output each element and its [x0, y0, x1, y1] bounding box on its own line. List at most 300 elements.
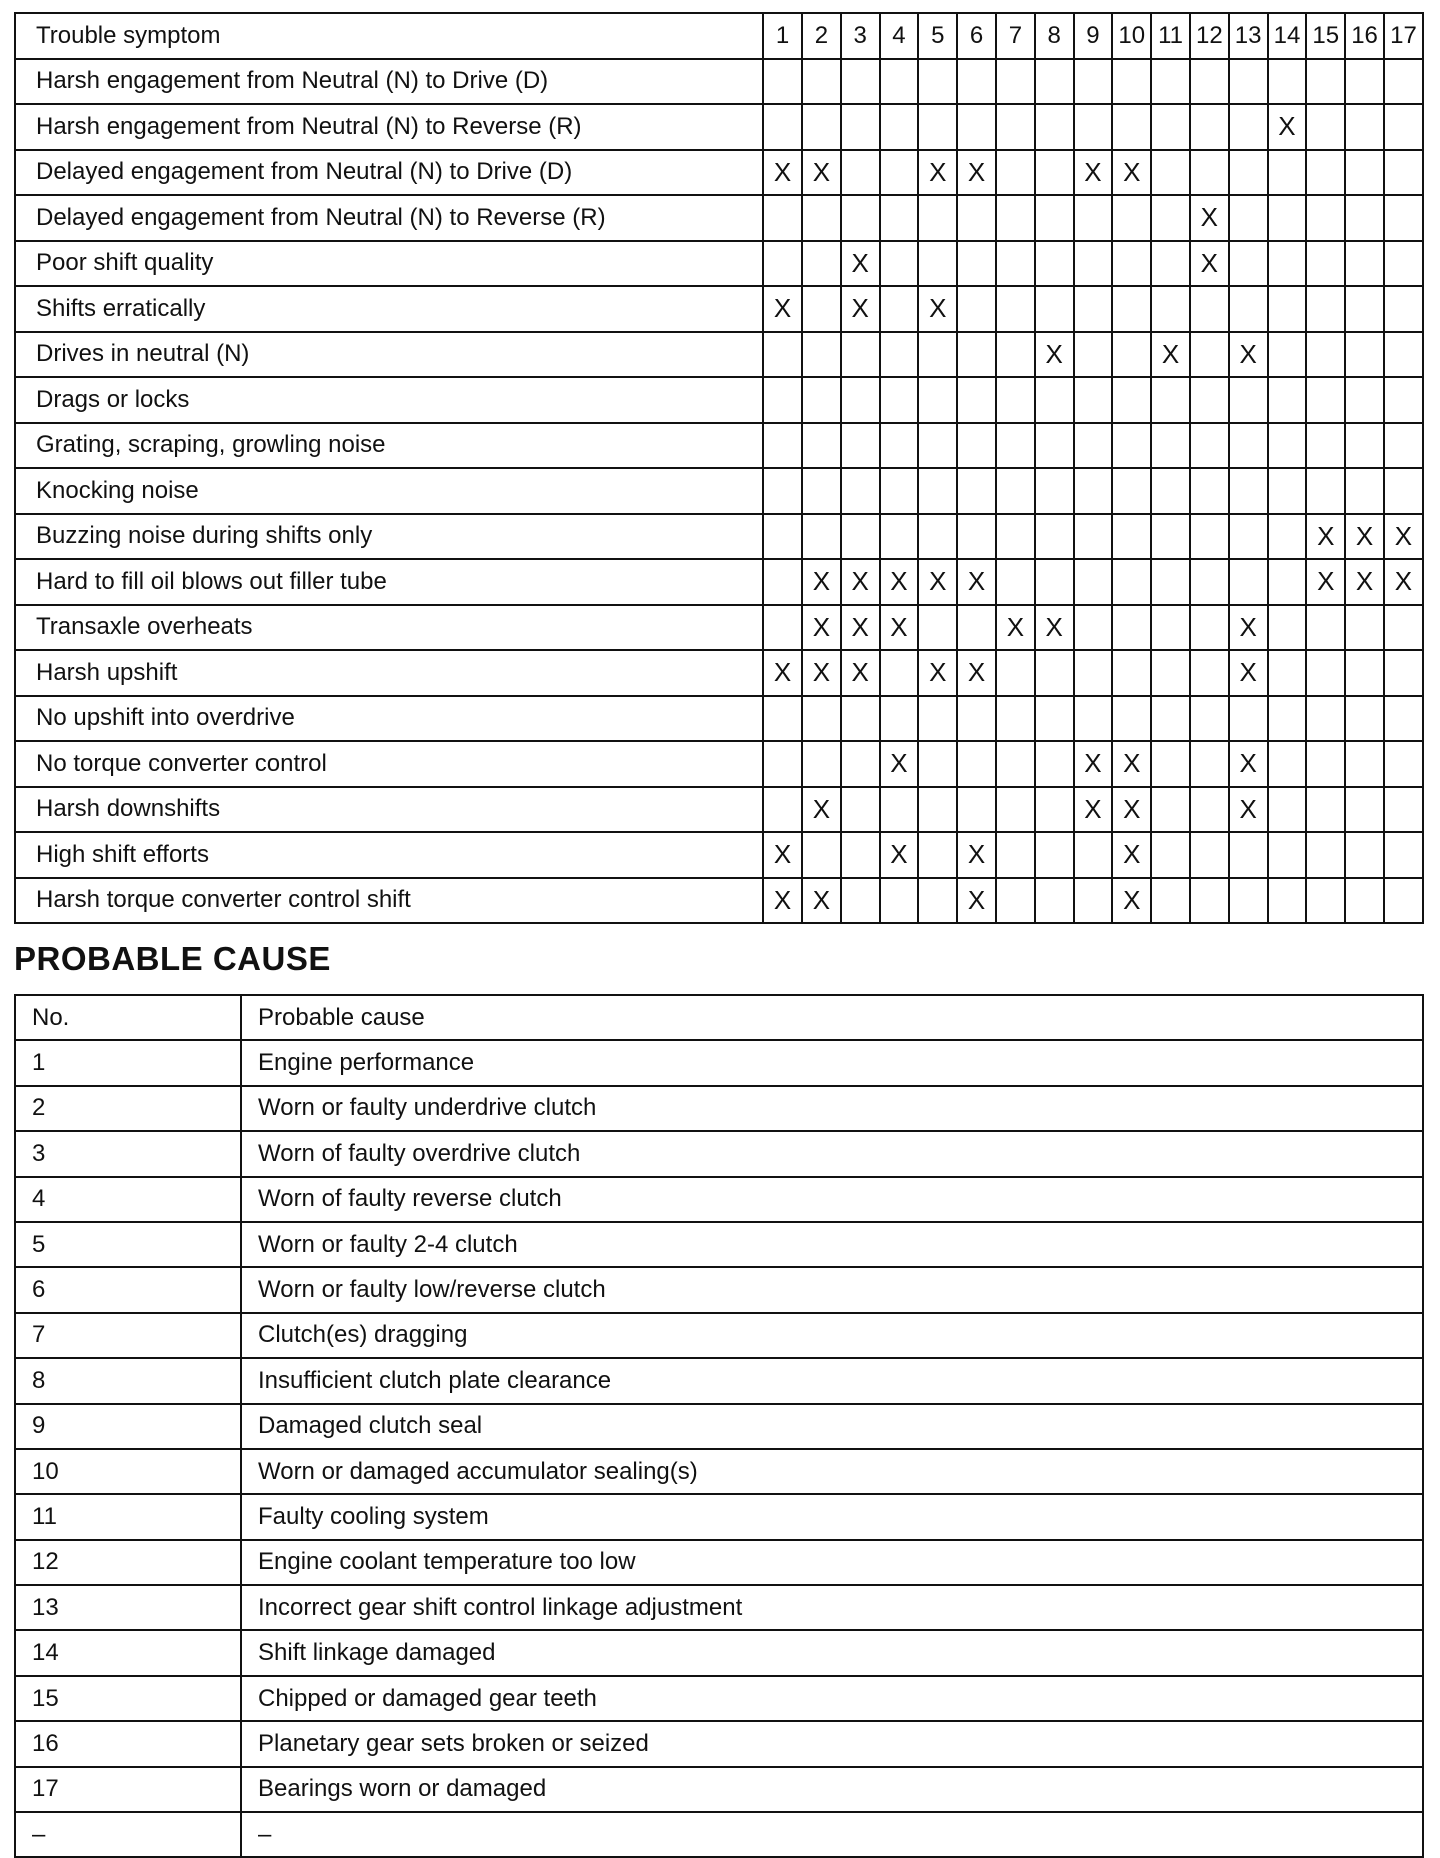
- symptom-cause-cell: X: [1112, 878, 1151, 924]
- symptom-cause-cell: [1112, 423, 1151, 469]
- symptom-cause-cell: [1112, 377, 1151, 423]
- symptom-cause-cell: [1035, 286, 1074, 332]
- symptom-cause-cell: [996, 878, 1035, 924]
- symptom-label: Delayed engagement from Neutral (N) to Reverse (R): [15, 195, 763, 241]
- symptom-cause-cell: [1306, 741, 1345, 787]
- symptom-cause-cell: [1190, 514, 1229, 560]
- probable-cause-row: [15, 1812, 1423, 1857]
- symptom-cause-cell: [1268, 286, 1307, 332]
- symptom-cause-cell: [1035, 195, 1074, 241]
- symptom-cause-cell: X: [841, 559, 880, 605]
- symptom-cause-cell: [1190, 332, 1229, 378]
- symptom-cause-cell: [1151, 650, 1190, 696]
- symptom-cause-cell: X: [957, 559, 996, 605]
- symptom-cause-cell: [1035, 696, 1074, 742]
- cause-number: 15: [15, 1676, 241, 1721]
- symptom-cause-cell: [1306, 332, 1345, 378]
- symptom-cause-cell: [1074, 832, 1113, 878]
- cause-column-header: 13: [1229, 13, 1268, 59]
- symptom-row: [15, 741, 1423, 787]
- symptom-cause-cell: X: [957, 832, 996, 878]
- probable-cause-row: [15, 1267, 1423, 1312]
- symptom-cause-cell: X: [1306, 559, 1345, 605]
- symptom-cause-cell: [1345, 787, 1384, 833]
- symptom-cause-cell: [1074, 423, 1113, 469]
- cause-description: Shift linkage damaged: [241, 1630, 1423, 1675]
- symptom-cause-cell: [1384, 59, 1423, 105]
- probable-cause-row: [15, 1222, 1423, 1267]
- symptom-label: High shift efforts: [15, 832, 763, 878]
- symptom-cause-cell: [1074, 104, 1113, 150]
- symptom-cause-cell: [802, 104, 841, 150]
- symptom-label: Delayed engagement from Neutral (N) to Drive (D): [15, 150, 763, 196]
- symptom-cause-cell: [1306, 423, 1345, 469]
- symptom-cause-cell: X: [841, 241, 880, 287]
- symptom-cause-cell: [1190, 423, 1229, 469]
- probable-cause-row: [15, 1630, 1423, 1675]
- symptom-cause-cell: [1268, 332, 1307, 378]
- symptom-cause-cell: [1074, 878, 1113, 924]
- symptom-cause-cell: [802, 514, 841, 560]
- symptom-label: Knocking noise: [15, 468, 763, 514]
- symptom-cause-cell: [1035, 104, 1074, 150]
- symptom-cause-cell: [763, 195, 802, 241]
- symptom-cause-cell: X: [880, 559, 919, 605]
- symptom-cause-cell: [841, 195, 880, 241]
- symptom-cause-cell: [1345, 650, 1384, 696]
- cause-number: 13: [15, 1585, 241, 1630]
- cause-column-header: 1: [763, 13, 802, 59]
- symptom-cause-cell: X: [763, 150, 802, 196]
- symptom-cause-cell: [802, 241, 841, 287]
- symptom-cause-cell: [1112, 605, 1151, 651]
- symptom-cause-cell: [918, 787, 957, 833]
- symptom-cause-cell: [841, 468, 880, 514]
- symptom-cause-cell: X: [841, 650, 880, 696]
- cause-description: Worn of faulty overdrive clutch: [241, 1131, 1423, 1176]
- symptom-cause-cell: [1112, 514, 1151, 560]
- symptom-cause-cell: [1384, 741, 1423, 787]
- symptom-cause-cell: [1112, 59, 1151, 105]
- symptom-cause-cell: [1190, 741, 1229, 787]
- symptom-cause-cell: [1074, 332, 1113, 378]
- symptom-cause-cell: [996, 559, 1035, 605]
- symptom-cause-cell: [880, 878, 919, 924]
- symptom-cause-cell: [1384, 787, 1423, 833]
- symptom-cause-cell: [1345, 241, 1384, 287]
- symptom-cause-cell: [1345, 696, 1384, 742]
- symptom-cause-cell: [1268, 468, 1307, 514]
- cause-description: Planetary gear sets broken or seized: [241, 1721, 1423, 1766]
- cause-description: Incorrect gear shift control linkage adjustment: [241, 1585, 1423, 1630]
- symptom-cause-cell: [1151, 150, 1190, 196]
- symptom-row: [15, 878, 1423, 924]
- symptom-cause-cell: [1384, 241, 1423, 287]
- probable-cause-row: [15, 1767, 1423, 1812]
- symptom-label: Shifts erratically: [15, 286, 763, 332]
- symptom-cause-cell: [763, 696, 802, 742]
- symptom-label: No upshift into overdrive: [15, 696, 763, 742]
- symptom-cause-cell: [957, 468, 996, 514]
- symptom-cause-cell: [802, 286, 841, 332]
- symptom-cause-cell: [763, 514, 802, 560]
- symptom-cause-cell: X: [1035, 332, 1074, 378]
- symptom-label: Grating, scraping, growling noise: [15, 423, 763, 469]
- symptom-cause-cell: [802, 332, 841, 378]
- symptom-cause-cell: [802, 195, 841, 241]
- probable-cause-row: [15, 1721, 1423, 1766]
- symptom-cause-cell: [841, 514, 880, 560]
- symptom-cause-cell: [1190, 150, 1229, 196]
- symptom-cause-cell: [1345, 332, 1384, 378]
- symptom-cause-cell: [880, 104, 919, 150]
- symptom-cause-cell: X: [763, 878, 802, 924]
- symptom-cause-cell: [1268, 59, 1307, 105]
- symptom-cause-cell: X: [996, 605, 1035, 651]
- symptom-cause-cell: [1306, 650, 1345, 696]
- cause-number: 4: [15, 1177, 241, 1222]
- symptom-cause-cell: [1190, 878, 1229, 924]
- symptom-cause-cell: [1384, 696, 1423, 742]
- trouble-symptom-header: Trouble symptom: [15, 13, 763, 59]
- symptom-cause-cell: [1074, 377, 1113, 423]
- symptom-cause-cell: [1190, 286, 1229, 332]
- symptom-cause-cell: [996, 195, 1035, 241]
- symptom-row: [15, 514, 1423, 560]
- symptom-cause-cell: [1035, 468, 1074, 514]
- symptom-cause-cell: [1268, 150, 1307, 196]
- symptom-cause-cell: [1112, 241, 1151, 287]
- symptom-label: Harsh downshifts: [15, 787, 763, 833]
- cause-number: 2: [15, 1086, 241, 1131]
- symptom-cause-cell: X: [918, 286, 957, 332]
- symptom-cause-cell: [957, 787, 996, 833]
- symptom-row: [15, 696, 1423, 742]
- symptom-row: [15, 241, 1423, 287]
- symptom-cause-cell: [1229, 104, 1268, 150]
- symptom-cause-cell: [996, 377, 1035, 423]
- symptom-cause-cell: X: [918, 650, 957, 696]
- symptom-cause-cell: [1384, 104, 1423, 150]
- symptom-cause-cell: X: [1151, 332, 1190, 378]
- symptom-cause-cell: [1151, 696, 1190, 742]
- symptom-cause-cell: [802, 696, 841, 742]
- symptom-cause-cell: [1112, 650, 1151, 696]
- symptom-cause-cell: [802, 423, 841, 469]
- symptom-cause-cell: [1306, 59, 1345, 105]
- cause-description: Chipped or damaged gear teeth: [241, 1676, 1423, 1721]
- symptom-cause-cell: [1268, 605, 1307, 651]
- cause-column-header: 11: [1151, 13, 1190, 59]
- symptom-cause-cell: [763, 741, 802, 787]
- symptom-cause-cell: X: [1268, 104, 1307, 150]
- symptom-row: [15, 787, 1423, 833]
- symptom-cause-cell: [1345, 741, 1384, 787]
- symptom-cause-cell: [880, 150, 919, 196]
- trouble-symptom-table: [14, 12, 1424, 924]
- symptom-row: [15, 286, 1423, 332]
- symptom-label: Harsh engagement from Neutral (N) to Drive (D): [15, 59, 763, 105]
- probable-cause-row: [15, 1313, 1423, 1358]
- symptom-cause-cell: [1112, 104, 1151, 150]
- symptom-cause-cell: [1035, 377, 1074, 423]
- symptom-cause-cell: [1268, 741, 1307, 787]
- symptom-cause-cell: [957, 605, 996, 651]
- cause-description: Engine performance: [241, 1040, 1423, 1085]
- symptom-cause-cell: [880, 650, 919, 696]
- symptom-cause-cell: [996, 59, 1035, 105]
- probable-cause-row: [15, 1086, 1423, 1131]
- cause-column-header: 15: [1306, 13, 1345, 59]
- symptom-cause-cell: [1151, 59, 1190, 105]
- symptom-cause-cell: [1268, 878, 1307, 924]
- symptom-cause-cell: [1112, 332, 1151, 378]
- symptom-cause-cell: [918, 59, 957, 105]
- symptom-cause-cell: X: [763, 650, 802, 696]
- symptom-cause-cell: X: [1074, 150, 1113, 196]
- symptom-cause-cell: X: [957, 150, 996, 196]
- cause-column-header: 4: [880, 13, 919, 59]
- symptom-cause-cell: [763, 332, 802, 378]
- symptom-cause-cell: [1268, 423, 1307, 469]
- probable-cause-row: [15, 1177, 1423, 1222]
- symptom-cause-cell: [1384, 195, 1423, 241]
- symptom-cause-cell: [1345, 286, 1384, 332]
- symptom-cause-cell: [996, 514, 1035, 560]
- cause-column-header: 16: [1345, 13, 1384, 59]
- symptom-cause-cell: X: [1112, 832, 1151, 878]
- symptom-cause-cell: [957, 696, 996, 742]
- cause-description: Bearings worn or damaged: [241, 1767, 1423, 1812]
- symptom-cause-cell: [880, 514, 919, 560]
- symptom-cause-cell: X: [1384, 514, 1423, 560]
- symptom-cause-cell: [1112, 696, 1151, 742]
- cause-number: 7: [15, 1313, 241, 1358]
- symptom-cause-cell: [1229, 514, 1268, 560]
- symptom-cause-cell: [1035, 787, 1074, 833]
- symptom-cause-cell: [1345, 195, 1384, 241]
- symptom-cause-cell: [1345, 468, 1384, 514]
- symptom-cause-cell: X: [802, 787, 841, 833]
- symptom-cause-cell: [802, 377, 841, 423]
- symptom-cause-cell: [763, 423, 802, 469]
- symptom-cause-cell: [1229, 286, 1268, 332]
- cause-description: –: [241, 1812, 1423, 1857]
- symptom-cause-cell: [763, 241, 802, 287]
- symptom-cause-cell: [1229, 150, 1268, 196]
- symptom-cause-cell: [996, 468, 1035, 514]
- symptom-cause-cell: [918, 605, 957, 651]
- symptom-cause-cell: [996, 650, 1035, 696]
- symptom-cause-cell: X: [1074, 741, 1113, 787]
- symptom-cause-cell: [841, 696, 880, 742]
- symptom-cause-cell: [1306, 241, 1345, 287]
- symptom-cause-cell: [1268, 195, 1307, 241]
- symptom-cause-cell: [1190, 59, 1229, 105]
- symptom-cause-cell: [918, 377, 957, 423]
- symptom-cause-cell: X: [1190, 195, 1229, 241]
- symptom-cause-cell: [1268, 696, 1307, 742]
- symptom-cause-cell: [918, 195, 957, 241]
- symptom-cause-cell: X: [763, 832, 802, 878]
- symptom-label: Transaxle overheats: [15, 605, 763, 651]
- symptom-cause-cell: [1074, 59, 1113, 105]
- symptom-cause-cell: [841, 150, 880, 196]
- symptom-cause-cell: X: [802, 605, 841, 651]
- symptom-cause-cell: [1190, 787, 1229, 833]
- symptom-cause-cell: [1035, 59, 1074, 105]
- number-header: No.: [15, 995, 241, 1040]
- symptom-cause-cell: [957, 59, 996, 105]
- symptom-cause-cell: X: [1229, 741, 1268, 787]
- symptom-cause-cell: [1384, 650, 1423, 696]
- symptom-cause-cell: [1384, 468, 1423, 514]
- symptom-cause-cell: X: [1190, 241, 1229, 287]
- probable-cause-row: [15, 1358, 1423, 1403]
- symptom-label: Drives in neutral (N): [15, 332, 763, 378]
- symptom-cause-cell: X: [957, 650, 996, 696]
- symptom-cause-cell: [802, 832, 841, 878]
- cause-column-header: 7: [996, 13, 1035, 59]
- symptom-cause-cell: [1035, 241, 1074, 287]
- probable-cause-row: [15, 1404, 1423, 1449]
- symptom-cause-cell: [1306, 787, 1345, 833]
- symptom-cause-cell: [1384, 332, 1423, 378]
- symptom-cause-cell: [957, 195, 996, 241]
- symptom-cause-cell: [1151, 104, 1190, 150]
- symptom-cause-cell: [763, 377, 802, 423]
- symptom-cause-cell: [1345, 59, 1384, 105]
- symptom-cause-cell: [880, 241, 919, 287]
- symptom-cause-cell: [763, 468, 802, 514]
- probable-cause-row: [15, 1676, 1423, 1721]
- symptom-cause-cell: [880, 787, 919, 833]
- symptom-cause-cell: X: [802, 150, 841, 196]
- symptom-cause-cell: X: [1229, 332, 1268, 378]
- symptom-cause-cell: [1229, 832, 1268, 878]
- symptom-cause-cell: [918, 332, 957, 378]
- symptom-cause-cell: X: [918, 150, 957, 196]
- symptom-row: [15, 468, 1423, 514]
- cause-column-header: 14: [1268, 13, 1307, 59]
- symptom-cause-cell: [1268, 241, 1307, 287]
- cause-number: 12: [15, 1540, 241, 1585]
- symptom-cause-cell: [1306, 468, 1345, 514]
- probable-cause-row: [15, 1494, 1423, 1539]
- symptom-cause-cell: [1384, 286, 1423, 332]
- symptom-cause-cell: [1384, 605, 1423, 651]
- symptom-cause-cell: [1306, 878, 1345, 924]
- symptom-cause-cell: [957, 286, 996, 332]
- symptom-cause-cell: [1035, 423, 1074, 469]
- probable-cause-header-row: [15, 995, 1423, 1040]
- symptom-cause-cell: [1268, 377, 1307, 423]
- symptom-row: [15, 559, 1423, 605]
- symptom-cause-cell: [880, 696, 919, 742]
- symptom-cause-cell: X: [918, 559, 957, 605]
- symptom-cause-cell: [957, 332, 996, 378]
- symptom-cause-cell: [1306, 832, 1345, 878]
- symptom-cause-cell: [880, 332, 919, 378]
- symptom-cause-cell: [1151, 832, 1190, 878]
- symptom-cause-cell: [996, 150, 1035, 196]
- symptom-cause-cell: X: [1345, 514, 1384, 560]
- symptom-cause-cell: [1074, 650, 1113, 696]
- cause-column-header: 17: [1384, 13, 1423, 59]
- symptom-cause-cell: [841, 787, 880, 833]
- symptom-cause-cell: [957, 514, 996, 560]
- cause-description: Worn of faulty reverse clutch: [241, 1177, 1423, 1222]
- symptom-cause-cell: [1306, 286, 1345, 332]
- symptom-cause-cell: [1229, 468, 1268, 514]
- symptom-cause-cell: [1035, 878, 1074, 924]
- symptom-cause-cell: [1229, 878, 1268, 924]
- symptom-cause-cell: [1229, 59, 1268, 105]
- symptom-cause-cell: [880, 59, 919, 105]
- symptom-cause-cell: [841, 423, 880, 469]
- cause-number: 1: [15, 1040, 241, 1085]
- symptom-cause-cell: [1035, 650, 1074, 696]
- symptom-cause-cell: [1190, 696, 1229, 742]
- symptom-cause-cell: [1229, 423, 1268, 469]
- symptom-row: [15, 332, 1423, 378]
- symptom-cause-cell: [996, 832, 1035, 878]
- symptom-cause-cell: [1151, 468, 1190, 514]
- symptom-cause-cell: [1306, 605, 1345, 651]
- symptom-cause-cell: [1229, 559, 1268, 605]
- symptom-cause-cell: [1151, 514, 1190, 560]
- symptom-cause-cell: [996, 104, 1035, 150]
- symptom-row: [15, 650, 1423, 696]
- cause-description: Worn or faulty underdrive clutch: [241, 1086, 1423, 1131]
- probable-cause-row: [15, 1449, 1423, 1494]
- symptom-cause-cell: [1384, 150, 1423, 196]
- symptom-row: [15, 104, 1423, 150]
- symptom-cause-cell: [841, 59, 880, 105]
- cause-description: Clutch(es) dragging: [241, 1313, 1423, 1358]
- symptom-cause-cell: [1345, 423, 1384, 469]
- symptom-row: [15, 377, 1423, 423]
- symptom-cause-cell: [1035, 741, 1074, 787]
- symptom-cause-cell: [918, 696, 957, 742]
- symptom-cause-cell: [1306, 195, 1345, 241]
- symptom-cause-cell: [996, 696, 1035, 742]
- symptom-cause-cell: [1345, 150, 1384, 196]
- symptom-cause-cell: X: [880, 832, 919, 878]
- symptom-row: [15, 195, 1423, 241]
- symptom-cause-cell: [1035, 150, 1074, 196]
- symptom-cause-cell: [918, 878, 957, 924]
- symptom-cause-cell: [1268, 650, 1307, 696]
- symptom-cause-cell: [802, 59, 841, 105]
- symptom-header-row: [15, 13, 1423, 59]
- cause-number: 16: [15, 1721, 241, 1766]
- symptom-cause-cell: X: [802, 650, 841, 696]
- symptom-cause-cell: [841, 104, 880, 150]
- cause-number: 5: [15, 1222, 241, 1267]
- cause-description: Faulty cooling system: [241, 1494, 1423, 1539]
- symptom-row: [15, 605, 1423, 651]
- symptom-cause-cell: [1112, 559, 1151, 605]
- symptom-cause-cell: [1229, 195, 1268, 241]
- symptom-cause-cell: [1151, 195, 1190, 241]
- cause-description: Worn or damaged accumulator sealing(s): [241, 1449, 1423, 1494]
- symptom-cause-cell: [1190, 832, 1229, 878]
- symptom-cause-cell: [1035, 832, 1074, 878]
- symptom-cause-cell: [1345, 104, 1384, 150]
- symptom-cause-cell: [957, 104, 996, 150]
- symptom-cause-cell: [1074, 559, 1113, 605]
